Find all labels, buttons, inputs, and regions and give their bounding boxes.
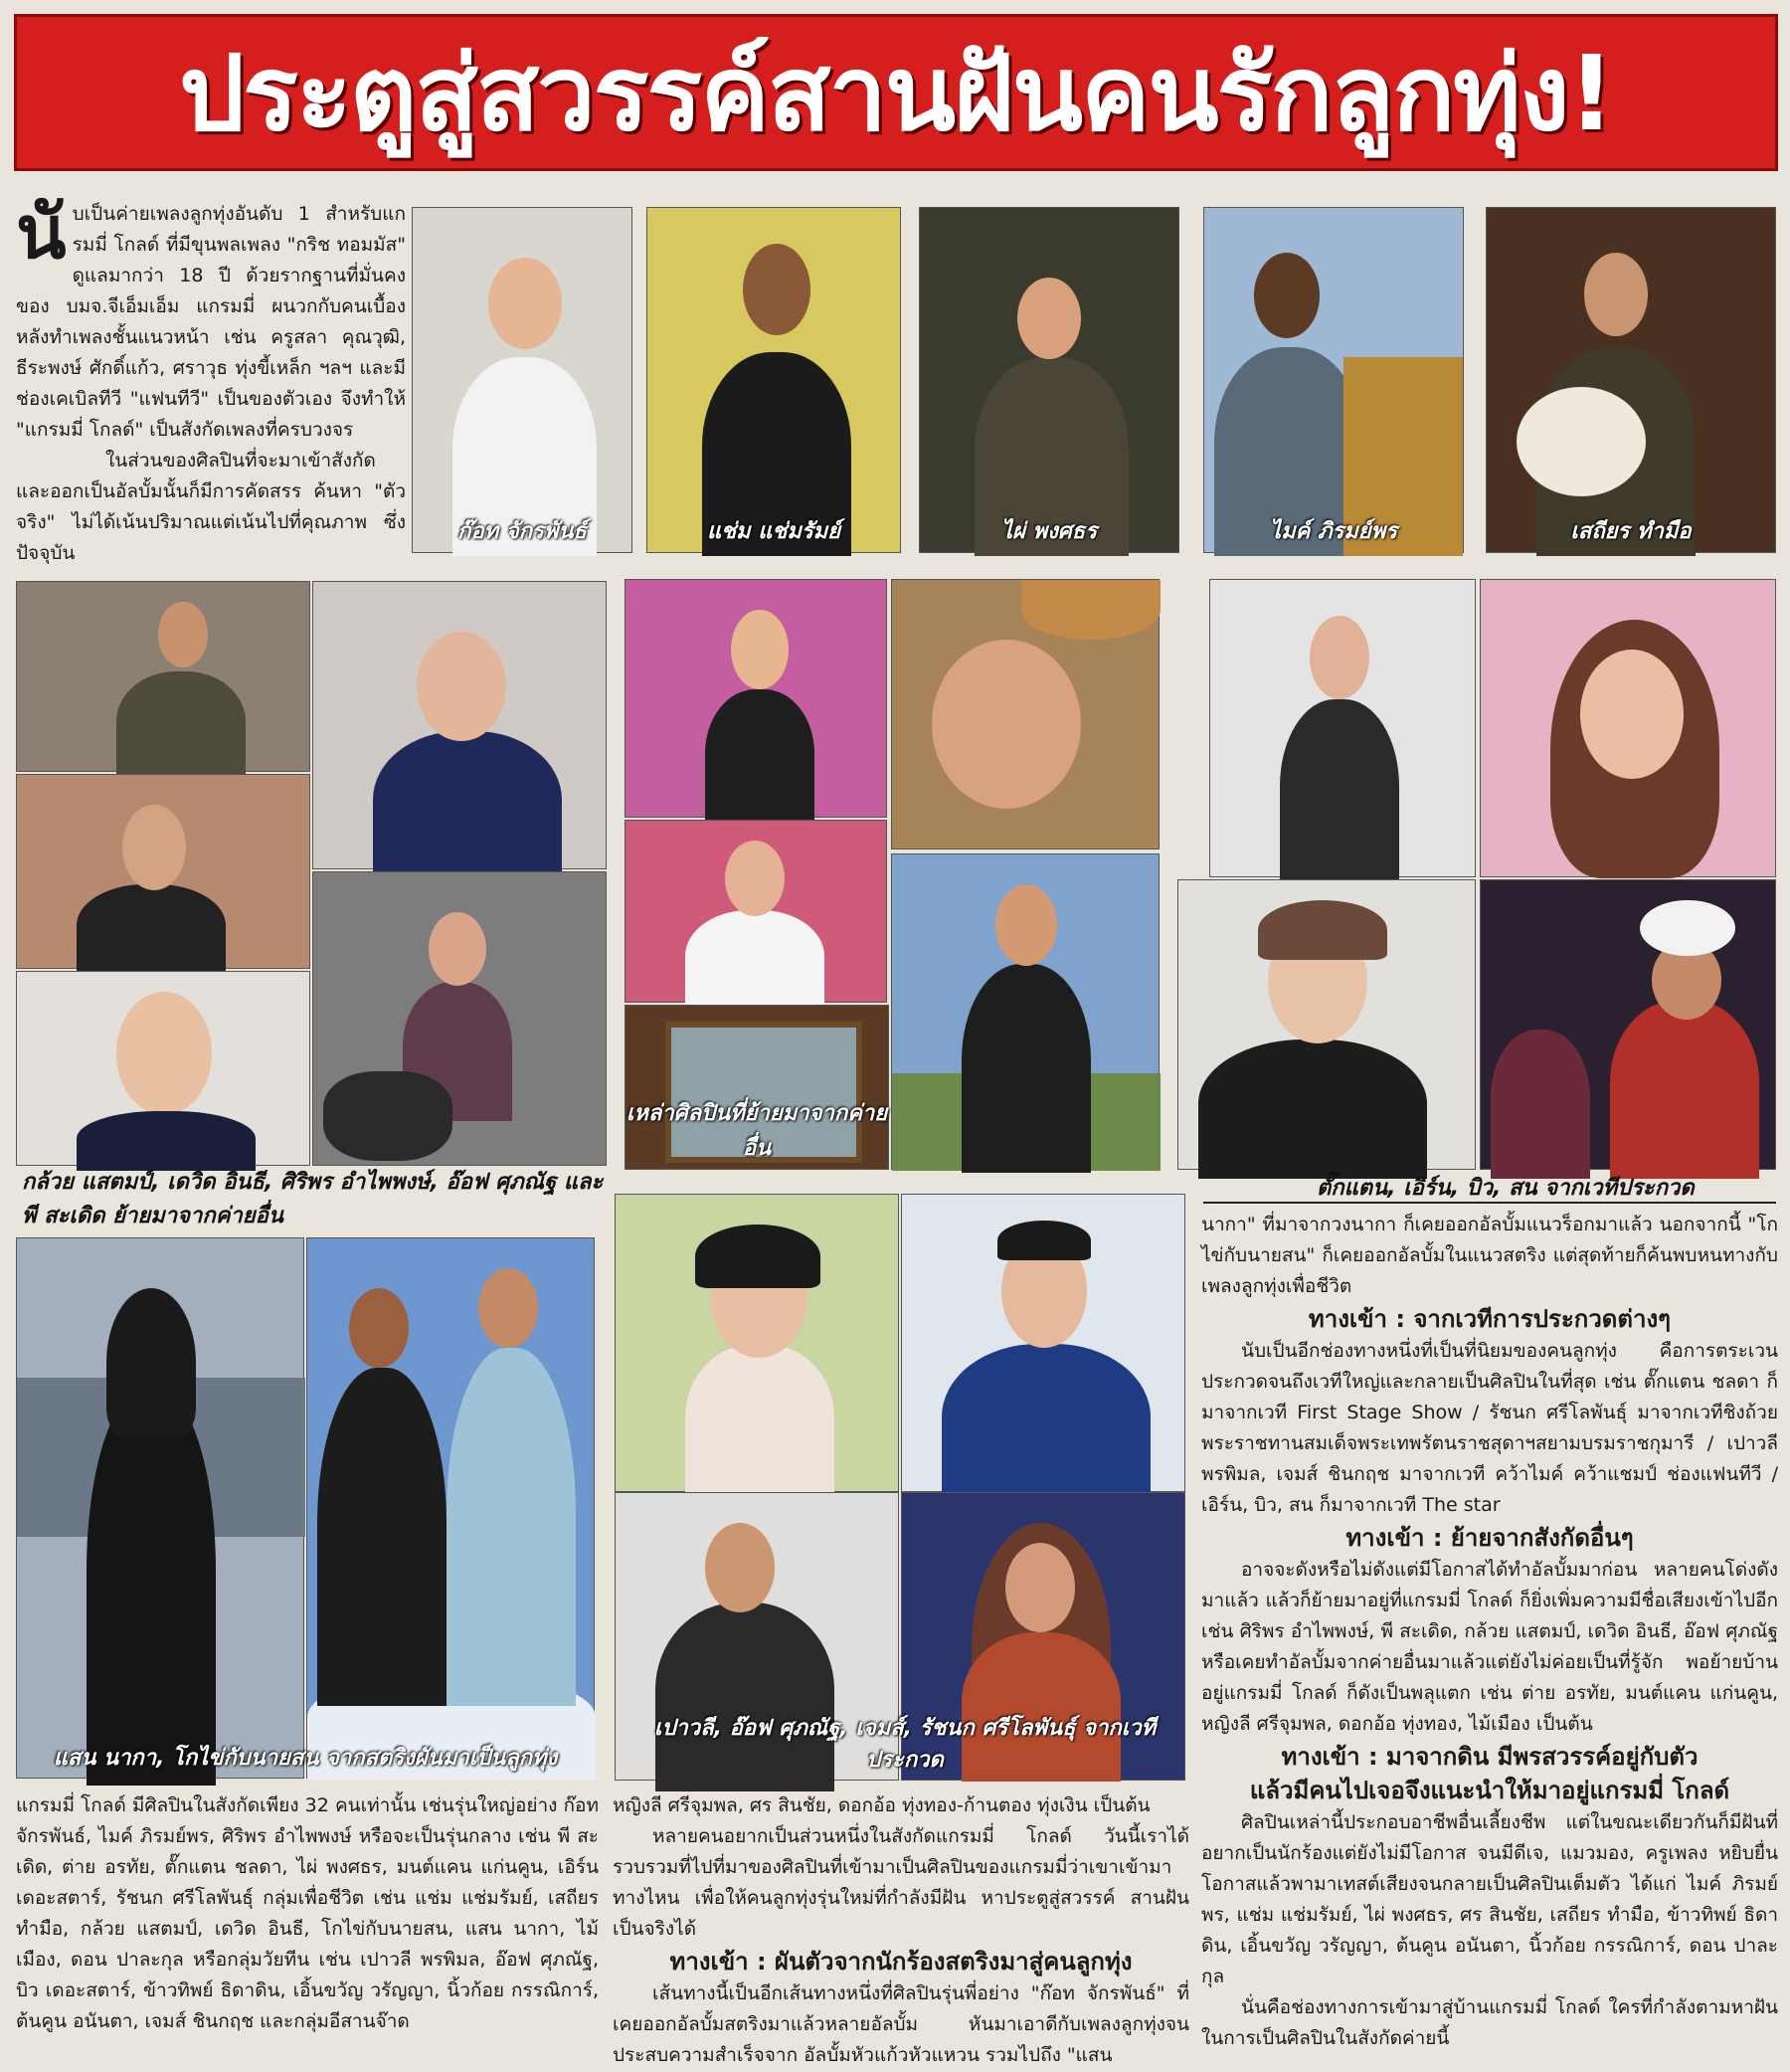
photo-group4-1	[16, 1237, 304, 1779]
right-paragraph-1: นับเป็นอีกช่องทางหนึ่งที่เป็นที่นิยมของคนลูกทุ่ง คือการตระเวนประกวดจนถึงเวทีใหญ่และกลายเป็นศิลปินในที่สุด เช่น ตั๊กแตน ชลดา ก็มาจากเวที First Stage Show / รัชนก ศรีโลพันธุ์ มาจากเวทีชิงถ้วยพระราชทานสมเด็จพระเทพรัตนราชสุดาฯสยามบรมราชกุมารี / เปาวลี พรพิมล, เจมส์ ชินกฤช มาจากเวที คว้าไมค์ คว้าแชมป์ ช่องแฟนทีวี / เอิร์น, บิว, สน ก็มาจากเวที The star	[1201, 1340, 1778, 1516]
bottom-left-paragraph: แกรมมี่ โกลด์ มีศิลปินในสังกัดเพียง 32 คนเท่านั้น เช่นรุ่นใหญ่อย่าง ก๊อท จักรพันธ์, ไมค์ ภิรมย์พร, ศิริพร อำไพพงษ์ หรือจะเป็นรุ่นกลาง เช่น พี สะเดิด, ต่าย อรทัย, ตั๊กแตน ชลดา, ไผ่ พงศธร, มนต์แคน แก่นคูน, เอิร์น เดอะสตาร์, รัชนก ศรีโลพันธุ์ กลุ่มเพื่อชีวิต เช่น แช่ม แช่มรัมย์, เสถียร ทำมือ, กล้วย แสตมป์, เดวิด อินธี, โกไข่กับนายสน, แสน นากา, ไม้เมือง, ดอน ปาละกุล หรือกลุ่มวัยทีน เช่น เปาวลี พรพิมล, อ๊อฟ ศุภณัฐ, บิว เดอะสตาร์, ข้าวทิพย์ ธิดาดิน, เอิ้นขวัญ วรัญญา, นิ้วก้อย กรรณิการ์, ต้นคูน อนันตา, เจมส์ ชินกฤช และกลุ่มอีสานจ๊าด	[16, 1794, 599, 2032]
photo-group1-3	[16, 774, 310, 969]
photo-group2-5	[625, 1005, 889, 1170]
photo-group1-5	[312, 871, 607, 1166]
photo-group2-1	[625, 579, 887, 818]
photo-caption: ก๊อท จักรพันธ์	[457, 519, 587, 544]
bottom-mid-paragraph-3: เส้นทางนี้เป็นอีกเส้นทางหนึ่งที่ศิลปินรุ่นพี่อย่าง "ก๊อท จักรพันธ์" ที่เคยออกอัลบั้มสตริงมาแล้วหลายอัลบั้ม หันมาเอาดีกับเพลงลูกทุ่งจนประสบความสำเร็จจาก อัลบั้มหัวแก้วหัวแหวน รวมไปถึง "แสน	[613, 1982, 1189, 2066]
bottom-left-column	[16, 1790, 599, 2069]
bottom-mid-paragraph-1: หญิงลี ศรีจุมพล, ศร สินชัย, ดอกอ้อ ทุ่งทอง-ก้านตอง ทุ่งเงิน เป็นต้น	[613, 1794, 1151, 1816]
photo-group2-3	[625, 820, 887, 1003]
headline-banner	[14, 14, 1778, 171]
group1-caption: กล้วย แสตมป์, เดวิด อินธี, ศิริพร อำไพพงษ์, อ๊อฟ ศุภณัฐ และ พี สะเดิด ย้ายมาจากค่ายอื่น	[22, 1170, 604, 1228]
subhead-contest: ทางเข้า : จากเวทีการประกวดต่างๆ	[1308, 1305, 1672, 1333]
photo-got	[412, 207, 632, 553]
right-paragraph-2: อาจจะดังหรือไม่ดังแต่มีโอกาสได้ทำอัลบั้มมาก่อน หลายคนโด่งดังมาแล้ว แล้วก็ย้ายมาอยู่ที่แกรมมี่ โกลด์ ก็ยิ่งเพิ่มความมีชื่อเสียงเข้าไปอีก เช่น ศิริพร อำไพพงษ์, พี สะเดิด, กล้วย แสตมป์, เดวิด อินธี, อ๊อฟ ศุภณัฐ หรือเคยทำอัลบั้มจากค่ายอื่นมาแล้วแต่ยังไม่ค่อยเป็นที่รู้จัก พอย้ายบ้านอยู่แกรมมี่ โกลด์ ก็ดังเป็นพลุแตก เช่น ต่าย อรทัย, มนต์แคน แก่นคูน, หญิงลี ศรีจุมพล, ดอกอ้อ ทุ่งทอง, ไม้เมือง เป็นต้น	[1201, 1559, 1778, 1735]
photo-caption: ไมค์ ภิรมย์พร	[1270, 519, 1397, 544]
intro-paragraph-1: บเป็นค่ายเพลงลูกทุ่งอันดับ 1 สำหรับแกรมมี่ โกลด์ ที่มีขุนพลเพลง "กริช ทอมมัส" ดูแลมากว่า 18 ปี ด้วยรากฐานที่มั่นคงของ บมจ.จีเอ็มเอ็ม แกรมมี่ ผนวกกับคนเบื้องหลังทำเพลงชั้นแนวหน้า เช่น ครูสลา คุณวุฒิ, ธีระพงษ์ ศักดิ์แก้ว, ศราวุธ ทุ่งขี้เหล็ก ฯลฯ และมีช่องเคเบิลทีวี "แฟนทีวี" เป็นของตัวเอง จึงทำให้ "แกรมมี่ โกลด์" เป็นสังกัดเพลงที่ครบวงจร	[16, 203, 406, 441]
headline: ประตูสู่สวรรค์สานฝันคนรักลูกทุ่ง!	[179, 32, 1613, 154]
photo-mike	[1203, 207, 1464, 553]
photo-caption: เสถียร ทำมือ	[1570, 519, 1692, 544]
photo-group5-2	[901, 1194, 1185, 1492]
photo-group1-2	[312, 581, 607, 869]
photo-group2-4	[891, 853, 1160, 1170]
divider	[1203, 1202, 1776, 1204]
subhead-talent-a: ทางเข้า : มาจากดิน มีพรสวรรค์อยู่กับตัว	[1281, 1743, 1699, 1771]
photo-chaem	[646, 207, 901, 553]
right-column	[1201, 1210, 1778, 2065]
photo-group3-1	[1209, 579, 1476, 877]
bottom-mid-paragraph-2: หลายคนอยากเป็นส่วนหนึ่งในสังกัดแกรมมี่ โกลด์ วันนี้เราได้รวบรวมที่ไปที่มาของศิลปินที่เข้ามาเป็นศิลปินของแกรมมี่ว่าเขาเข้ามาทางไหน เพื่อให้คนลูกทุ่งรุ่นใหม่ที่กำลังมีฝัน หาประตูสู่สวรรค์ สานฝันเป็นจริงได้	[613, 1825, 1189, 1940]
photo-group3-4	[1480, 879, 1776, 1170]
group3-caption: ตั๊กแตน, เอิร์น, บิว, สน จากเวทีประกวด	[1317, 1176, 1695, 1201]
photo-group4-2	[306, 1237, 595, 1779]
photo-sathian	[1486, 207, 1776, 553]
photo-group1-1	[16, 581, 310, 772]
right-lead: นากา" ที่มาจากวงนากา ก็เคยออกอัลบั้มแนวร็อกมาแล้ว นอกจากนี้ "โกไข่กับนายสน" ก็เคยออกอัลบั้มในแนวสตริง แต่สุดท้ายก็ค้นพบหนทางกับเพลงลูกทุ่งเพื่อชีวิต	[1201, 1214, 1778, 1297]
group5-caption: เปาวลี, อ๊อฟ ศุภณัฐ, เจมส์, รัชนก ศรีโลพันธุ์ จากเวทีประกวด	[653, 1716, 1157, 1773]
photo-group5-1	[615, 1194, 899, 1492]
subhead-talent-b: แล้วมีคนไปเจอจึงแนะนำให้มาอยู่แกรมมี่ โกลด์	[1249, 1777, 1730, 1804]
bottom-middle-column	[613, 1790, 1189, 2069]
photo-group3-2	[1480, 579, 1776, 877]
group2-caption: เหล่าศิลปินที่ย้ายมาจากค่ายอื่น	[626, 1101, 888, 1161]
photo-group2-2	[891, 579, 1160, 849]
photo-group1-4	[16, 971, 310, 1166]
right-paragraph-3: ศิลปินเหล่านี้ประกอบอาชีพอื่นเลี้ยงชีพ แต่ในขณะเดียวกันก็มีฝันที่อยากเป็นนักร้องแต่ยังไม่มีโอกาส จนมีดีเจ, แมวมอง, ครูเพลง หยิบยื่นโอกาสแล้วพามาเทสต์เสียงจนกลายเป็นศิลปินเต็มตัว ได้แก่ ไมค์ ภิรมย์พร, แช่ม แช่มรัมย์, ไผ่ พงศธร, ศร สินชัย, เสถียร ทำมือ, ข้าวทิพย์ ธิดาดิน, เอิ้นขวัญ วรัญญา, ต้นคูน อนันตา, นิ้วก้อย กรรณิการ์, ดอน ปาละกุล	[1201, 1811, 1778, 1987]
photo-caption: ไผ่ พงศธร	[1000, 519, 1098, 544]
photo-group3-3	[1177, 879, 1476, 1170]
right-paragraph-4: นั่นคือช่องทางการเข้ามาสู่บ้านแกรมมี่ โกลด์ ใครที่กำลังตามหาฝันในการเป็นศิลปินในสังกัดค่ายนี้	[1201, 1996, 1778, 2049]
intro-paragraph-2: ในส่วนของศิลปินที่จะมาเข้าสังกัด และออกเป็นอัลบั้มนั้นก็มีการคัดสรร ค้นหา "ตัวจริง" ไม่ได้เน้นปริมาณแต่เน้นไปที่คุณภาพ ซึ่งปัจจุบัน	[16, 450, 406, 564]
photo-caption: แช่ม แช่มรัมย์	[706, 519, 841, 544]
drop-cap: นั	[16, 190, 67, 276]
subhead-transfer: ทางเข้า : ย้ายจากสังกัดอื่นๆ	[1345, 1524, 1634, 1552]
group4-caption: แสน นากา, โกไข่กับนายสน จากสตริงผันมาเป็นลูกทุ่ง	[53, 1746, 558, 1771]
subhead-string: ทางเข้า : ผันตัวจากนักร้องสตริงมาสู่คนลูกทุ่ง	[669, 1948, 1133, 1976]
intro-article	[16, 190, 406, 564]
photo-phai	[919, 207, 1179, 553]
